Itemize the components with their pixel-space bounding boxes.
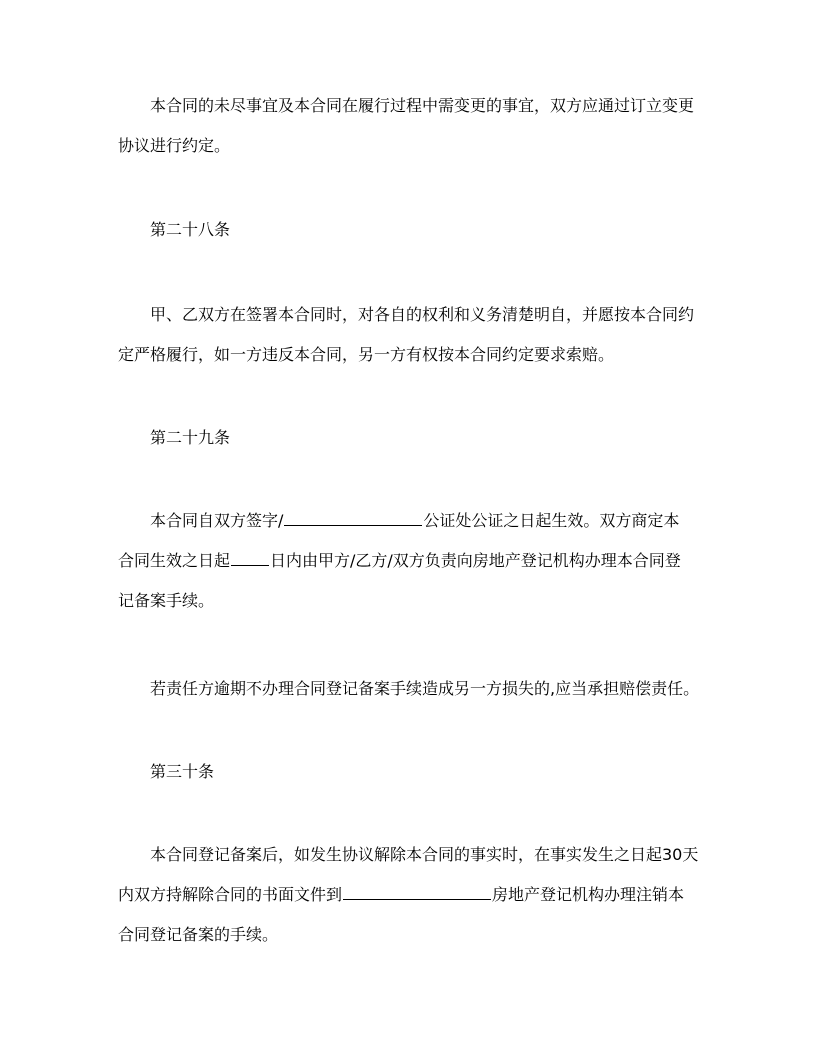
article-28-heading (118, 210, 703, 250)
text-segment: 房地产登记机构办理注销本 (492, 885, 685, 904)
paragraph-cancellation (118, 835, 703, 955)
days-blank (231, 548, 269, 566)
article-29-heading (118, 418, 703, 458)
paragraph-liability (118, 669, 703, 709)
article-heading-text: 第三十条 (150, 762, 215, 781)
paragraph-line: 甲、乙双方在签署本合同时，对各自的权利和义务清楚明自，并愿按本合同约 (150, 305, 695, 324)
text-segment: 日内由甲方/乙方/双方负责向房地产登记机构办理本合同登 (270, 551, 681, 570)
paragraph-line: 定严格履行，如一方违反本合同，另一方有权按本合同约定要求索赔。 (118, 345, 615, 364)
paragraph-line: 若责任方逾期不办理合同登记备案手续造成另一方损失的,应当承担赔偿责任。 (150, 679, 700, 698)
registration-office-blank (343, 882, 491, 900)
text-segment: 公证处公证之日起生效。双方商定本 (423, 511, 680, 530)
paragraph-line: 记备案手续。 (118, 591, 215, 610)
paragraph-obligations (118, 295, 703, 375)
article-heading-text: 第二十九条 (150, 428, 231, 447)
notary-office-blank (284, 508, 422, 526)
text-segment: 合同生效之日起 (118, 551, 231, 570)
article-30-heading (118, 752, 703, 792)
paragraph-effective-date (118, 501, 703, 621)
paragraph-line: 协议进行约定。 (118, 136, 231, 155)
paragraph-line: 本合同登记备案后，如发生协议解除本合同的事实时，在事实发生之日起30天 (150, 845, 699, 864)
paragraph-amendments (118, 86, 703, 166)
text-segment: 内双方持解除合同的书面文件到 (118, 885, 343, 904)
text-segment: 本合同自双方签字/ (150, 511, 284, 530)
paragraph-line (118, 541, 703, 581)
article-heading-text: 第二十八条 (150, 220, 231, 239)
paragraph-line (118, 501, 703, 541)
paragraph-line (118, 875, 703, 915)
paragraph-line: 合同登记备案的手续。 (118, 925, 279, 944)
paragraph-line: 本合同的未尽事宜及本合同在履行过程中需变更的事宜，双方应通过订立变更 (150, 96, 695, 115)
